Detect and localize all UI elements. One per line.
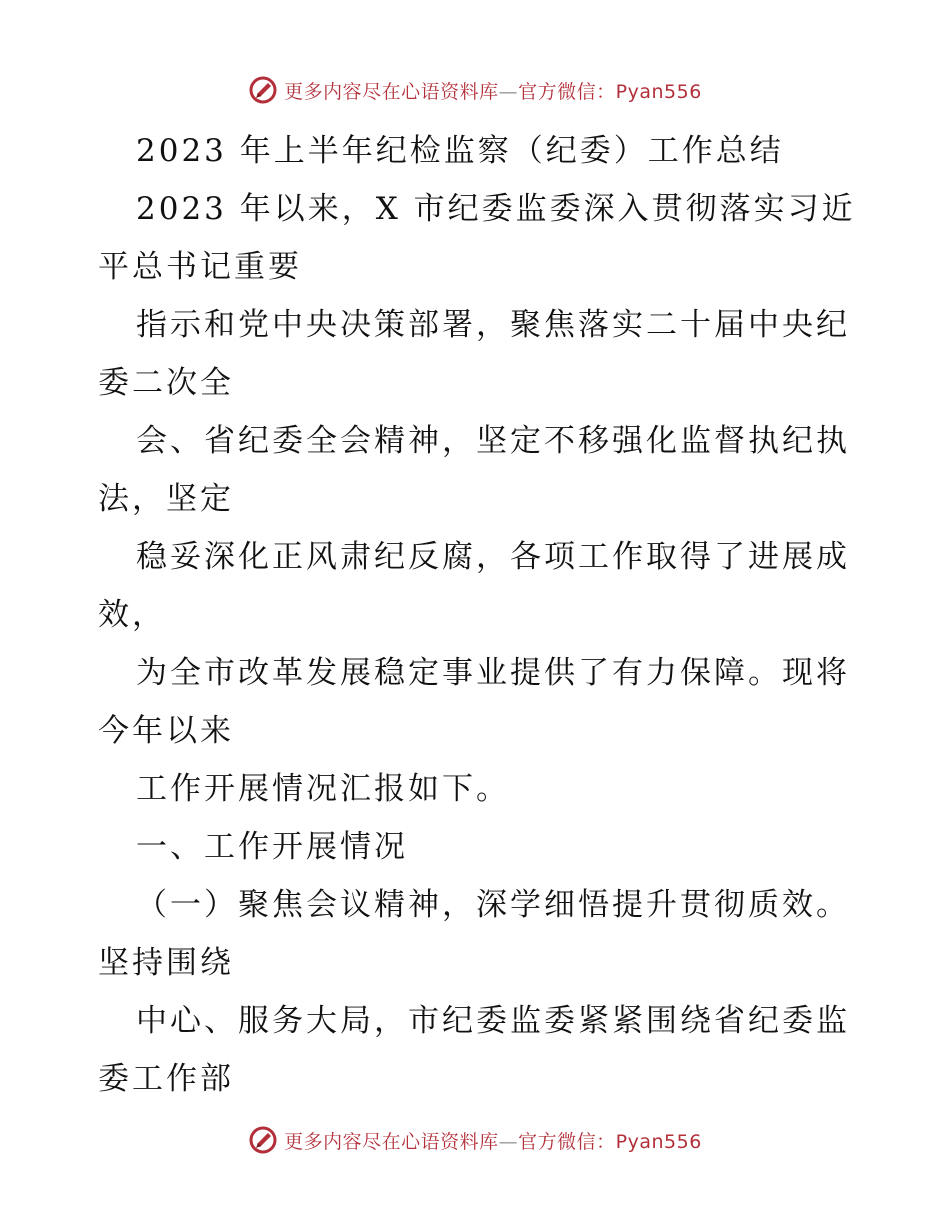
paragraph-line: 中心、服务大局，市纪委监委紧紧围绕省纪委监 bbox=[136, 1003, 850, 1039]
watermark-dash: — bbox=[498, 80, 519, 103]
paragraph-line: 委二次全 bbox=[98, 365, 234, 401]
paragraph-line: 指示和党中央决策部署，聚焦落实二十届中央纪 bbox=[136, 307, 850, 343]
paragraph-line: 2023 年以来，X 市纪委监委深入贯彻落实习近 bbox=[136, 191, 856, 227]
watermark-dash: — bbox=[498, 1130, 519, 1153]
watermark-main: 更多内容尽在心语资料库 bbox=[284, 1130, 499, 1153]
paragraph-line: 今年以来 bbox=[98, 713, 234, 749]
watermark-text bbox=[284, 77, 702, 104]
paragraph-line: 会、省纪委全会精神，坚定不移强化监督执纪执 bbox=[136, 423, 850, 459]
brand-logo-icon bbox=[248, 75, 278, 105]
watermark-main: 更多内容尽在心语资料库 bbox=[284, 80, 499, 103]
paragraph-line: 效， bbox=[98, 597, 166, 633]
paragraph-line: （一）聚焦会议精神，深学细悟提升贯彻质效。 bbox=[136, 887, 850, 923]
document-title: 2023 年上半年纪检监察（纪委）工作总结 bbox=[136, 133, 784, 169]
watermark-wechat: 官方微信：Pyan556 bbox=[518, 1130, 702, 1153]
footer-watermark bbox=[0, 1122, 950, 1158]
paragraph-line: 为全市改革发展稳定事业提供了有力保障。现将 bbox=[136, 655, 850, 691]
paragraph-line: 工作开展情况汇报如下。 bbox=[136, 771, 510, 807]
watermark-text bbox=[284, 1127, 702, 1154]
brand-logo-icon bbox=[248, 1125, 278, 1155]
document-body bbox=[98, 122, 858, 1108]
watermark-wechat: 官方微信：Pyan556 bbox=[518, 80, 702, 103]
paragraph-line: 委工作部 bbox=[98, 1061, 234, 1097]
header-watermark bbox=[0, 72, 950, 108]
paragraph-line: 法，坚定 bbox=[98, 481, 234, 517]
paragraph-line: 平总书记重要 bbox=[98, 249, 302, 285]
paragraph-line: 稳妥深化正风肃纪反腐，各项工作取得了进展成 bbox=[136, 539, 850, 575]
paragraph-line: 一、工作开展情况 bbox=[136, 829, 408, 865]
paragraph-line: 坚持围绕 bbox=[98, 945, 234, 981]
